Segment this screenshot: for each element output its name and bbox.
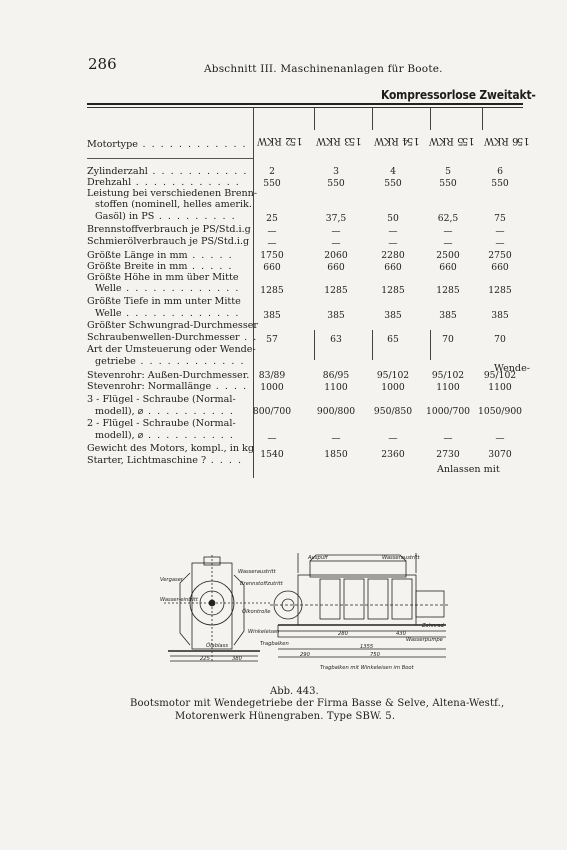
table-cell: 800/700 [252, 406, 292, 417]
column-header: 5 RKW 15 [428, 134, 475, 146]
table-cell: — [443, 226, 453, 237]
figure-description-line-1: Bootsmotor mit Wendegetriebe der Firma Basse & Selve, Altena-Westf., [130, 698, 505, 709]
row-label: 2 - Flügel - Schraube (Normal- [87, 418, 236, 429]
table-cell: 3 [333, 166, 339, 177]
label-zahnrad: Zahnrad [422, 623, 444, 629]
table-cell: 6 [497, 166, 503, 177]
table-cell: 550 [384, 178, 402, 189]
label-wasser-eintritt: Wasser-eintritt [160, 597, 198, 603]
stub-header: Motortype . . . . . . . . . . . . [87, 139, 248, 150]
table-cell: 3070 [488, 449, 512, 460]
table-cell: 1285 [488, 285, 512, 296]
table-cell: 385 [327, 310, 345, 321]
table-cell: — [331, 433, 341, 444]
row-label: Größter Schwungrad-Durchmesser [87, 320, 259, 331]
row-label: Größte Tiefe in mm unter Mitte [87, 296, 241, 307]
table-cell: 65 [387, 334, 399, 345]
table-cell: 1100 [436, 382, 460, 393]
dim-d4: 280 [338, 631, 348, 637]
row-label: Welle . . . . . . . . . . . . . [95, 283, 240, 294]
dim-d6: 750 [370, 652, 380, 658]
dim-d5: 430 [396, 631, 406, 637]
row-label: 3 - Flügel - Schraube (Normal- [87, 394, 236, 405]
table-cell: 1285 [436, 285, 460, 296]
table-cell: — [388, 238, 398, 249]
label-oelablass: Ölablass [206, 643, 229, 649]
table-cell: 2750 [488, 250, 512, 261]
table-cell: 550 [491, 178, 509, 189]
row-label: Drehzahl . . . . . . . . . . . . [87, 177, 241, 188]
table-cell: — [388, 226, 398, 237]
table-cell: — [495, 226, 505, 237]
figure-caption: Abb. 443. [270, 686, 319, 697]
table-cell: 1050/900 [478, 406, 523, 417]
table-cell: 660 [327, 262, 345, 273]
table-title: Kompressorlose Zweitakt- [381, 87, 536, 102]
table-cell: 95/102 [376, 370, 410, 381]
table-cell: 950/850 [373, 406, 413, 417]
table-cell: — [331, 226, 341, 237]
table-cell: 5 [445, 166, 451, 177]
table-cell: 660 [263, 262, 281, 273]
column-header: 2 RKW 15 [256, 134, 303, 146]
row-label: Größte Länge in mm . . . . . [87, 250, 234, 261]
table-cell: — [495, 433, 505, 444]
label-tragbalken: Tragbalken [260, 641, 289, 647]
note-wende: Wende- [494, 363, 530, 374]
label-auspuff: Auspuff [308, 555, 328, 561]
column-header: 4 RKW 15 [373, 134, 420, 146]
table-cell: 1285 [381, 285, 405, 296]
table-cell: 25 [266, 213, 278, 224]
row-label: Größte Breite in mm . . . . . [87, 261, 233, 272]
table-cell: 86/95 [322, 370, 350, 381]
table-cell: 4 [390, 166, 396, 177]
table-cell: 550 [439, 178, 457, 189]
table-cell: 550 [263, 178, 281, 189]
table-cell: 63 [330, 334, 342, 345]
row-label: stoffen (nominell, helles amerik. [95, 199, 252, 210]
table-cell: 37,5 [325, 213, 347, 224]
row-label: Zylinderzahl . . . . . . . . . . . [87, 166, 248, 177]
table-cell: 385 [439, 310, 457, 321]
dim-d1: 225 [200, 656, 210, 662]
label-bodenmass: Tragbalken mit Winkeleisen im Boot [320, 665, 414, 671]
table-cell: 75 [494, 213, 506, 224]
table-cell: 385 [263, 310, 281, 321]
running-head: Abschnitt III. Maschinenanlagen für Boote. [204, 63, 443, 75]
table-cell: 1750 [260, 250, 284, 261]
row-label: getriebe . . . . . . . . . . . . [95, 356, 246, 367]
figure-description-line-2: Motorenwerk Hünengraben. Type SBW. 5. [175, 711, 396, 722]
row-label: Welle . . . . . . . . . . . . . [95, 308, 240, 319]
table-cell: — [267, 226, 277, 237]
table-cell: — [443, 433, 453, 444]
row-label: Stevenrohr: Außen-Durchmesser. [87, 370, 250, 381]
table-cell: 62,5 [437, 213, 459, 224]
table-cell: 70 [442, 334, 454, 345]
header-rule [87, 158, 253, 159]
table-cell: 550 [327, 178, 345, 189]
table-cell: 660 [439, 262, 457, 273]
note-anlassen: Anlassen mit [437, 464, 500, 475]
table-cell: 1100 [488, 382, 512, 393]
table-cell: 95/102 [483, 370, 517, 381]
row-label: Leistung bei verschiedenen Brenn- [87, 188, 258, 199]
dim-d3: 290 [300, 652, 310, 658]
table-cell: — [331, 238, 341, 249]
table-cell: 2280 [381, 250, 405, 261]
table-cell: 1100 [324, 382, 348, 393]
table-cell: 1850 [324, 449, 348, 460]
label-wasserpumpe: Wasserpumpe [406, 637, 443, 643]
table-cell: 57 [266, 334, 278, 345]
table-cell: 660 [384, 262, 402, 273]
table-cell: 1285 [260, 285, 284, 296]
table-cell: — [267, 433, 277, 444]
label-wasseraustritt-top: Wasseraustritt [382, 555, 420, 561]
table-cell: 385 [491, 310, 509, 321]
row-label: Größte Höhe in mm über Mitte [87, 272, 239, 283]
table-cell: 1285 [324, 285, 348, 296]
row-label: modell), ⌀ . . . . . . . . . . [95, 406, 235, 417]
table-cell: 2360 [381, 449, 405, 460]
label-brennstoffzutritt: Brennstoffzutritt [240, 581, 283, 587]
table-cell: — [267, 238, 277, 249]
page-number: 286 [88, 55, 117, 73]
table-cell: 385 [384, 310, 402, 321]
table-cell: — [443, 238, 453, 249]
table-cell: 2730 [436, 449, 460, 460]
row-label: Starter, Lichtmaschine ? . . . . [87, 455, 243, 466]
table-cell: 95/102 [431, 370, 465, 381]
row-label: Stevenrohr: Normallänge . . . . [87, 381, 248, 392]
table-cell: 2 [269, 166, 275, 177]
label-oelkontrolle: Ölkontrolle [242, 609, 271, 615]
label-winkeleisen: Winkeleisen [248, 629, 280, 635]
column-header: 3 RKW 15 [315, 134, 362, 146]
engine-drawing-svg [160, 553, 450, 673]
row-label: Gewicht des Motors, kompl., in kg [87, 443, 255, 454]
row-label: Gasöl) in PS . . . . . . . . . [95, 211, 237, 222]
table-cell: 660 [491, 262, 509, 273]
dim-d7: 1355 [360, 644, 374, 650]
table-cell: 2500 [436, 250, 460, 261]
row-label: Art der Umsteuerung oder Wende- [87, 344, 256, 355]
table-cell: 900/800 [316, 406, 356, 417]
engine-drawing [160, 553, 450, 677]
table-cell: 50 [387, 213, 399, 224]
table-cell: 1000 [381, 382, 405, 393]
table-cell: 1540 [260, 449, 284, 460]
row-label: Schmierölverbrauch je PS/Std.i.g [87, 236, 250, 247]
row-label: modell), ⌀ . . . . . . . . . . [95, 430, 235, 441]
label-vergaser: Vergaser [160, 577, 184, 583]
row-label: Brennstoffverbrauch je PS/Std.i.g [87, 224, 251, 235]
label-wasseraustritt-left: Wasseraustritt [238, 569, 276, 575]
row-label: Schraubenwellen-Durchmesser . . [87, 332, 258, 343]
table-cell: 83/89 [258, 370, 286, 381]
table-cell: 70 [494, 334, 506, 345]
table-cell: 2060 [324, 250, 348, 261]
dim-d2: 380 [232, 656, 242, 662]
table-cell: 1000/700 [426, 406, 471, 417]
column-header: 6 RKW 15 [483, 134, 530, 146]
table-cell: — [495, 238, 505, 249]
table-cell: — [388, 433, 398, 444]
table-cell: 1000 [260, 382, 284, 393]
